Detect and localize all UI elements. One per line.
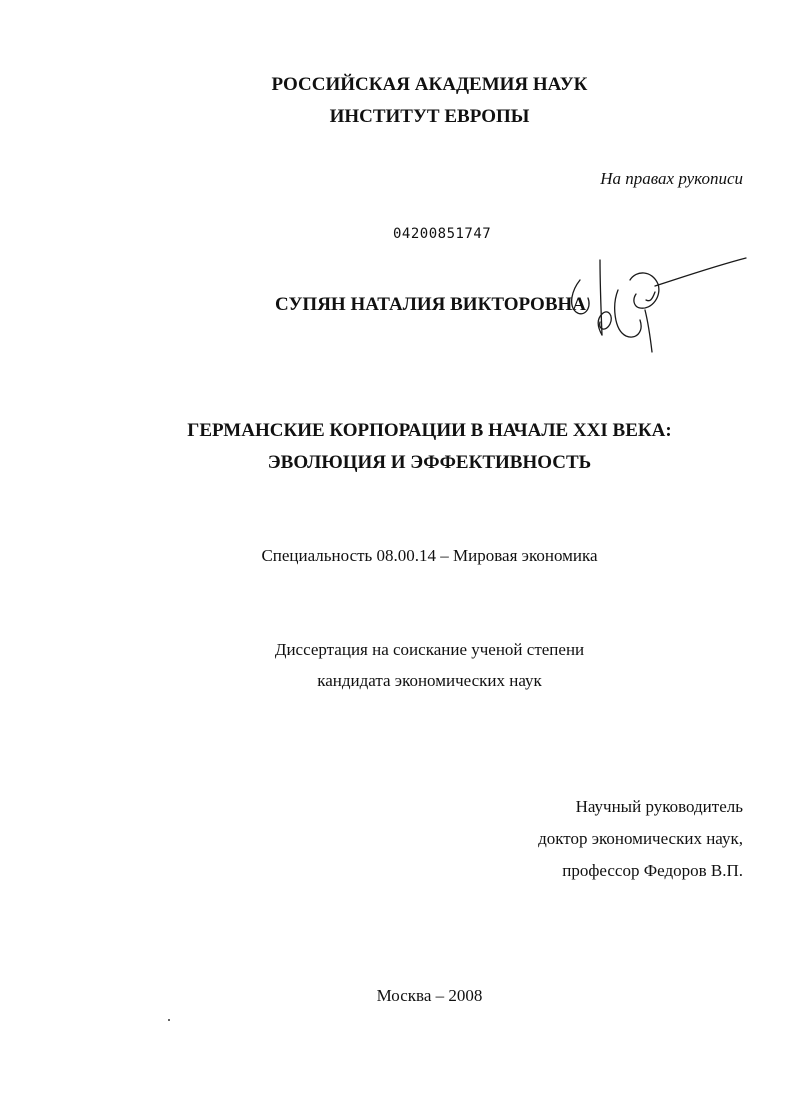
place-and-year: Москва – 2008 [376, 986, 483, 1005]
institute-name: ИНСТИТУТ ЕВРОПЫ [329, 106, 530, 127]
supervisor-role: Научный руководитель [575, 797, 743, 816]
rights-note: На правах рукописи [600, 169, 743, 188]
registration-code: 04200851747 [393, 226, 492, 242]
degree-line-1: Диссертация на соискание ученой степени [274, 640, 585, 659]
specialty: Специальность 08.00.14 – Мировая экономика [261, 546, 598, 565]
dissertation-title-line-2: ЭВОЛЮЦИЯ И ЭФФЕКТИВНОСТЬ [267, 452, 592, 473]
supervisor-degree: доктор экономических наук, [538, 829, 743, 848]
supervisor-name: профессор Федоров В.П. [562, 861, 743, 880]
handwritten-signature [540, 250, 755, 365]
organization-name: РОССИЙСКАЯ АКАДЕМИЯ НАУК [271, 74, 588, 95]
scan-speck [168, 1019, 170, 1021]
author-name: СУПЯН НАТАЛИЯ ВИКТОРОВНА [275, 294, 587, 315]
dissertation-title-line-1: ГЕРМАНСКИЕ КОРПОРАЦИИ В НАЧАЛЕ XXI ВЕКА: [187, 420, 672, 441]
degree-line-2: кандидата экономических наук [317, 671, 542, 690]
